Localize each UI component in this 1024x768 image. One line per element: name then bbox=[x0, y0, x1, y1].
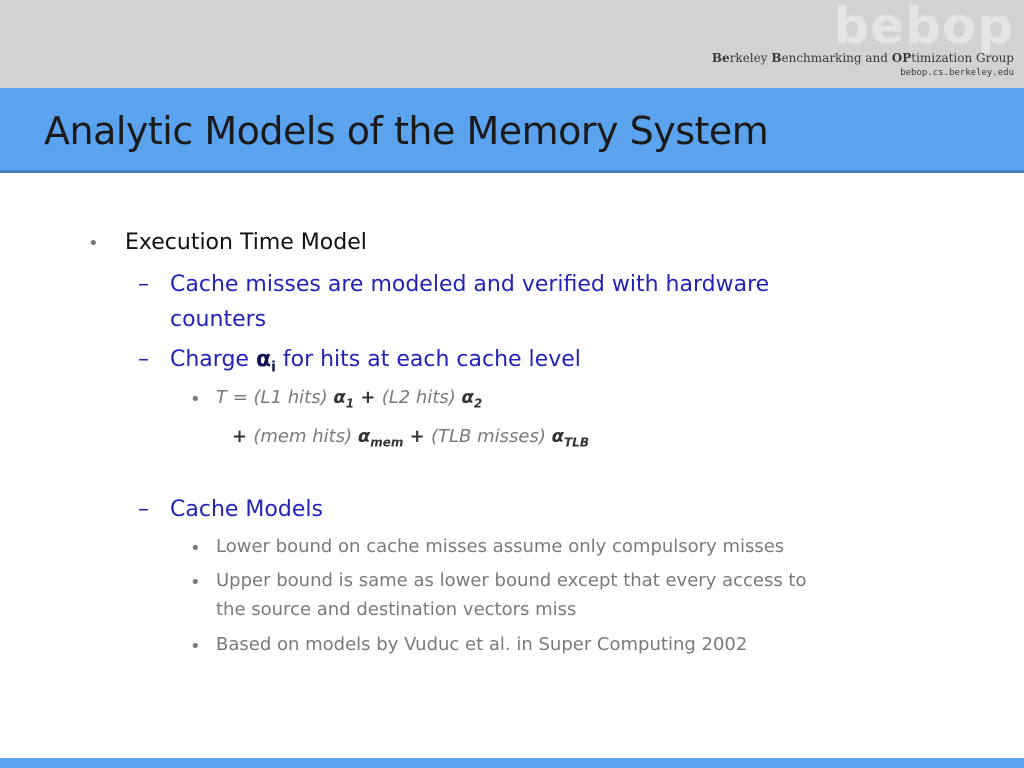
footer-band bbox=[0, 758, 1024, 768]
outline-item-lower-bound: Lower bound on cache misses assume only compulsory misses bbox=[216, 536, 785, 557]
dash-marker: – bbox=[138, 272, 149, 297]
bebop-logo: bebop bbox=[833, 0, 1014, 55]
outline-item-upper-bound-line1: Upper bound is same as lower bound except that every access to bbox=[216, 570, 807, 591]
dash-marker: – bbox=[138, 497, 149, 522]
outline-item-upper-bound-line2: the source and destination vectors miss bbox=[216, 599, 577, 620]
outline-item-based-on-models: Based on models by Vuduc et al. in Super Computing 2002 bbox=[216, 634, 748, 655]
outline-item-execution-time-model: Execution Time Model bbox=[125, 230, 367, 255]
outline-item-charge-alpha: Charge $\alpha_i$ for hits at each cache level bbox=[170, 347, 581, 376]
outline-item-cache-misses-line1: Cache misses are modeled and verified with hardware bbox=[170, 272, 770, 297]
group-name: Berkeley Benchmarking and OPtimization Group bbox=[711, 51, 1014, 65]
bullet-marker: • bbox=[88, 233, 99, 254]
formula-line-1: T = (L1 hits) $\alpha_1 + (L2$ hits) $\alpha_2$ bbox=[216, 387, 483, 411]
slide-title: Analytic Models of the Memory System bbox=[44, 109, 769, 153]
outline-item-cache-models: Cache Models bbox=[170, 497, 323, 522]
formula-line-2: + (mem hits) $\alpha_{mem} + (TLB$ misses) $\alpha_{TLB}$ bbox=[232, 426, 589, 450]
bullet-marker: • bbox=[190, 389, 201, 410]
dash-marker: – bbox=[138, 347, 149, 372]
outline-item-cache-misses-line2: counters bbox=[170, 307, 267, 332]
group-url: bebop.cs.berkeley.edu bbox=[900, 68, 1014, 78]
bullet-marker: • bbox=[190, 572, 201, 593]
bullet-marker: • bbox=[190, 538, 201, 559]
bullet-marker: • bbox=[190, 636, 201, 657]
